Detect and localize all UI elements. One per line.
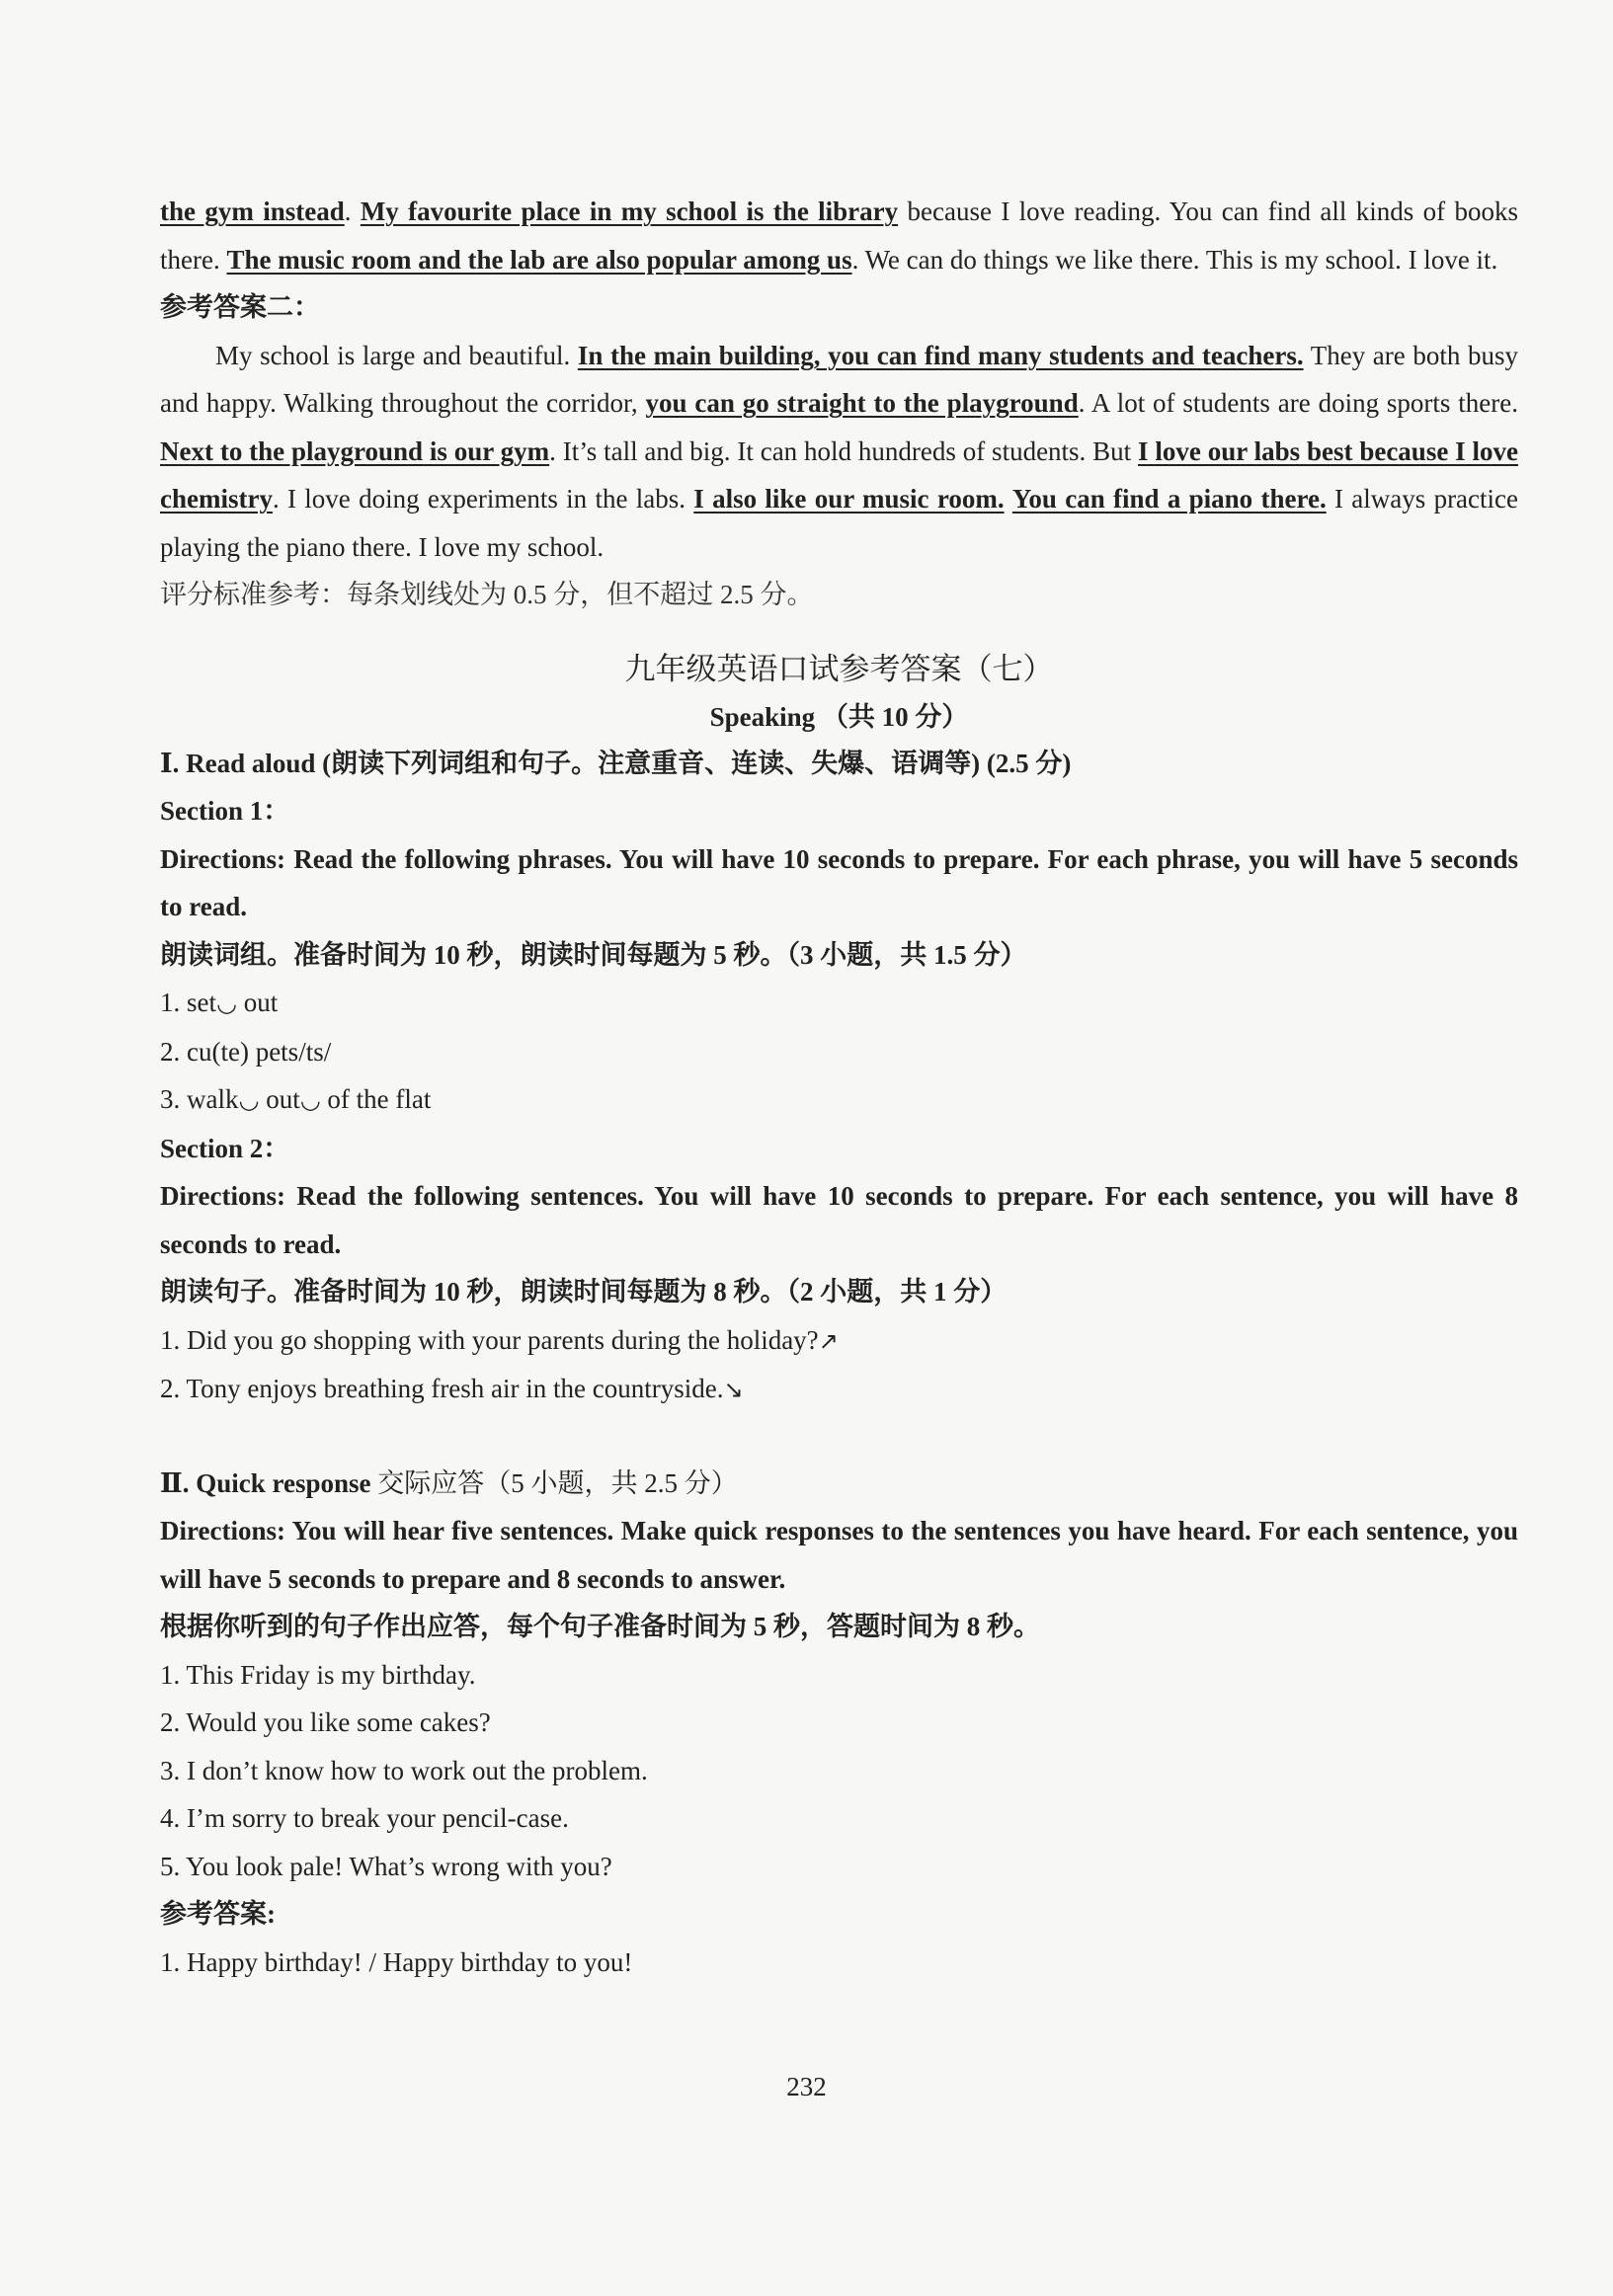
scoring-note: 评分标准参考：每条划线处为 0.5 分，但不超过 2.5 分。	[160, 580, 814, 609]
page-title: 九年级英语口试参考答案（七）	[624, 651, 1054, 686]
underlined-phrase: I love our labs best because I love chemistry	[160, 435, 1518, 514]
text: out	[259, 1084, 300, 1114]
text: Ⅱ. Quick response	[160, 1467, 378, 1498]
text: They are both busy and happy. Walking throughout the corridor,	[160, 340, 1518, 418]
text: . We can do things we like there. This is my school. I love it.	[851, 244, 1498, 275]
page-number: 232	[786, 2072, 827, 2101]
list-item: 1. Happy birthday! / Happy birthday to you!	[160, 1946, 633, 1977]
underlined-phrase: you can go straight to the playground	[645, 388, 1079, 418]
text: My school is large and beautiful.	[215, 340, 578, 370]
answer-2-heading: 参考答案二：	[160, 292, 320, 322]
text: I always practice playing the piano there. I love my school.	[160, 484, 1519, 562]
linking-icon: ◡	[238, 1086, 260, 1114]
text	[1005, 484, 1012, 514]
list-item: 1. This Friday is my birthday.	[160, 1659, 476, 1690]
list-item: 3. I don’t know how to work out the problem.	[160, 1755, 648, 1785]
underlined-phrase: In the main building, you can find many students and teachers.	[577, 340, 1304, 370]
section-2-directions: Directions: Read the following sentences. You will have 10 seconds to prepare. For each sentence, you will have 8 seconds to read.	[160, 1181, 1518, 1259]
text: because I love reading. You can find all kinds of books there.	[160, 197, 1518, 275]
underlined-phrase: the gym instead	[160, 197, 345, 226]
text: . It’s tall and big. It can hold hundreds of students. But	[549, 435, 1139, 466]
text: of the flat	[320, 1084, 432, 1114]
page-subtitle: Speaking （共 10 分）	[709, 701, 969, 732]
linking-icon: ◡	[299, 1086, 321, 1114]
essay-1	[160, 188, 1518, 283]
essay-2	[160, 332, 1518, 572]
underlined-phrase: My favourite place in my school is the library	[360, 197, 899, 226]
part-2-directions-cn: 根据你听到的句子作出应答，每个句子准备时间为 5 秒，答题时间为 8 秒。	[160, 1612, 1040, 1641]
text: 1. Did you go shopping with your parents during the holiday?	[160, 1324, 819, 1355]
part-2-heading	[160, 1460, 1518, 1508]
list-item	[160, 979, 1518, 1028]
part-1-heading: Ⅰ. Read aloud (朗读下列词组和句子。注意重音、连读、失爆、语调等) (2.5 分)	[160, 748, 1072, 778]
section-2-directions-cn: 朗读句子。准备时间为 10 秒，朗读时间每题为 8 秒。（2 小题，共 1 分）	[160, 1277, 1008, 1306]
underlined-phrase: Next to the playground is our gym	[160, 435, 550, 466]
list-item: 4. I’m sorry to break your pencil-case.	[160, 1803, 569, 1833]
list-item: 5. You look pale! What’s wrong with you?	[160, 1851, 612, 1881]
text: 2. cu(te) pets/ts/	[160, 1036, 332, 1067]
answer-heading: 参考答案:	[160, 1899, 276, 1929]
section-1-directions-cn: 朗读词组。准备时间为 10 秒，朗读时间每题为 5 秒。（3 小题，共 1.5 分）	[160, 939, 1027, 970]
part-2-directions: Directions: You will hear five sentences. Make quick responses to the sentences you have heard. For each sentence, you will have 5 seconds to prepare and 8 seconds to answer.	[160, 1516, 1518, 1594]
text: . I love doing experiments in the labs.	[272, 484, 694, 514]
text: . A lot of students are doing sports there.	[1078, 388, 1518, 418]
underlined-phrase: The music room and the lab are also popular among us	[226, 244, 852, 275]
underlined-phrase: I also like our music room.	[693, 484, 1005, 514]
section-2-label: Section 2：	[160, 1133, 290, 1163]
falling-intonation-icon: ↘	[723, 1376, 744, 1403]
text: out	[236, 988, 279, 1017]
list-item	[160, 1316, 1518, 1366]
text: 1. set	[160, 988, 216, 1017]
text: 交际应答（5 小题，共 2.5 分）	[377, 1467, 738, 1498]
text: .	[344, 197, 361, 226]
section-1-directions: Directions: Read the following phrases. You will have 10 seconds to prepare. For each phrase, you will have 5 seconds to read.	[160, 843, 1518, 921]
rising-intonation-icon: ↗	[818, 1326, 839, 1355]
text: 2. Tony enjoys breathing fresh air in the countryside.	[160, 1374, 724, 1403]
list-item	[160, 1028, 1518, 1076]
list-item: 2. Would you like some cakes?	[160, 1707, 491, 1737]
spacer	[160, 1414, 1518, 1460]
linking-icon: ◡	[216, 990, 237, 1017]
section-1-label: Section 1：	[160, 796, 290, 826]
list-item	[160, 1365, 1518, 1414]
text: 3. walk	[160, 1084, 239, 1114]
underlined-phrase: You can find a piano there.	[1011, 484, 1327, 514]
list-item	[160, 1075, 1518, 1125]
